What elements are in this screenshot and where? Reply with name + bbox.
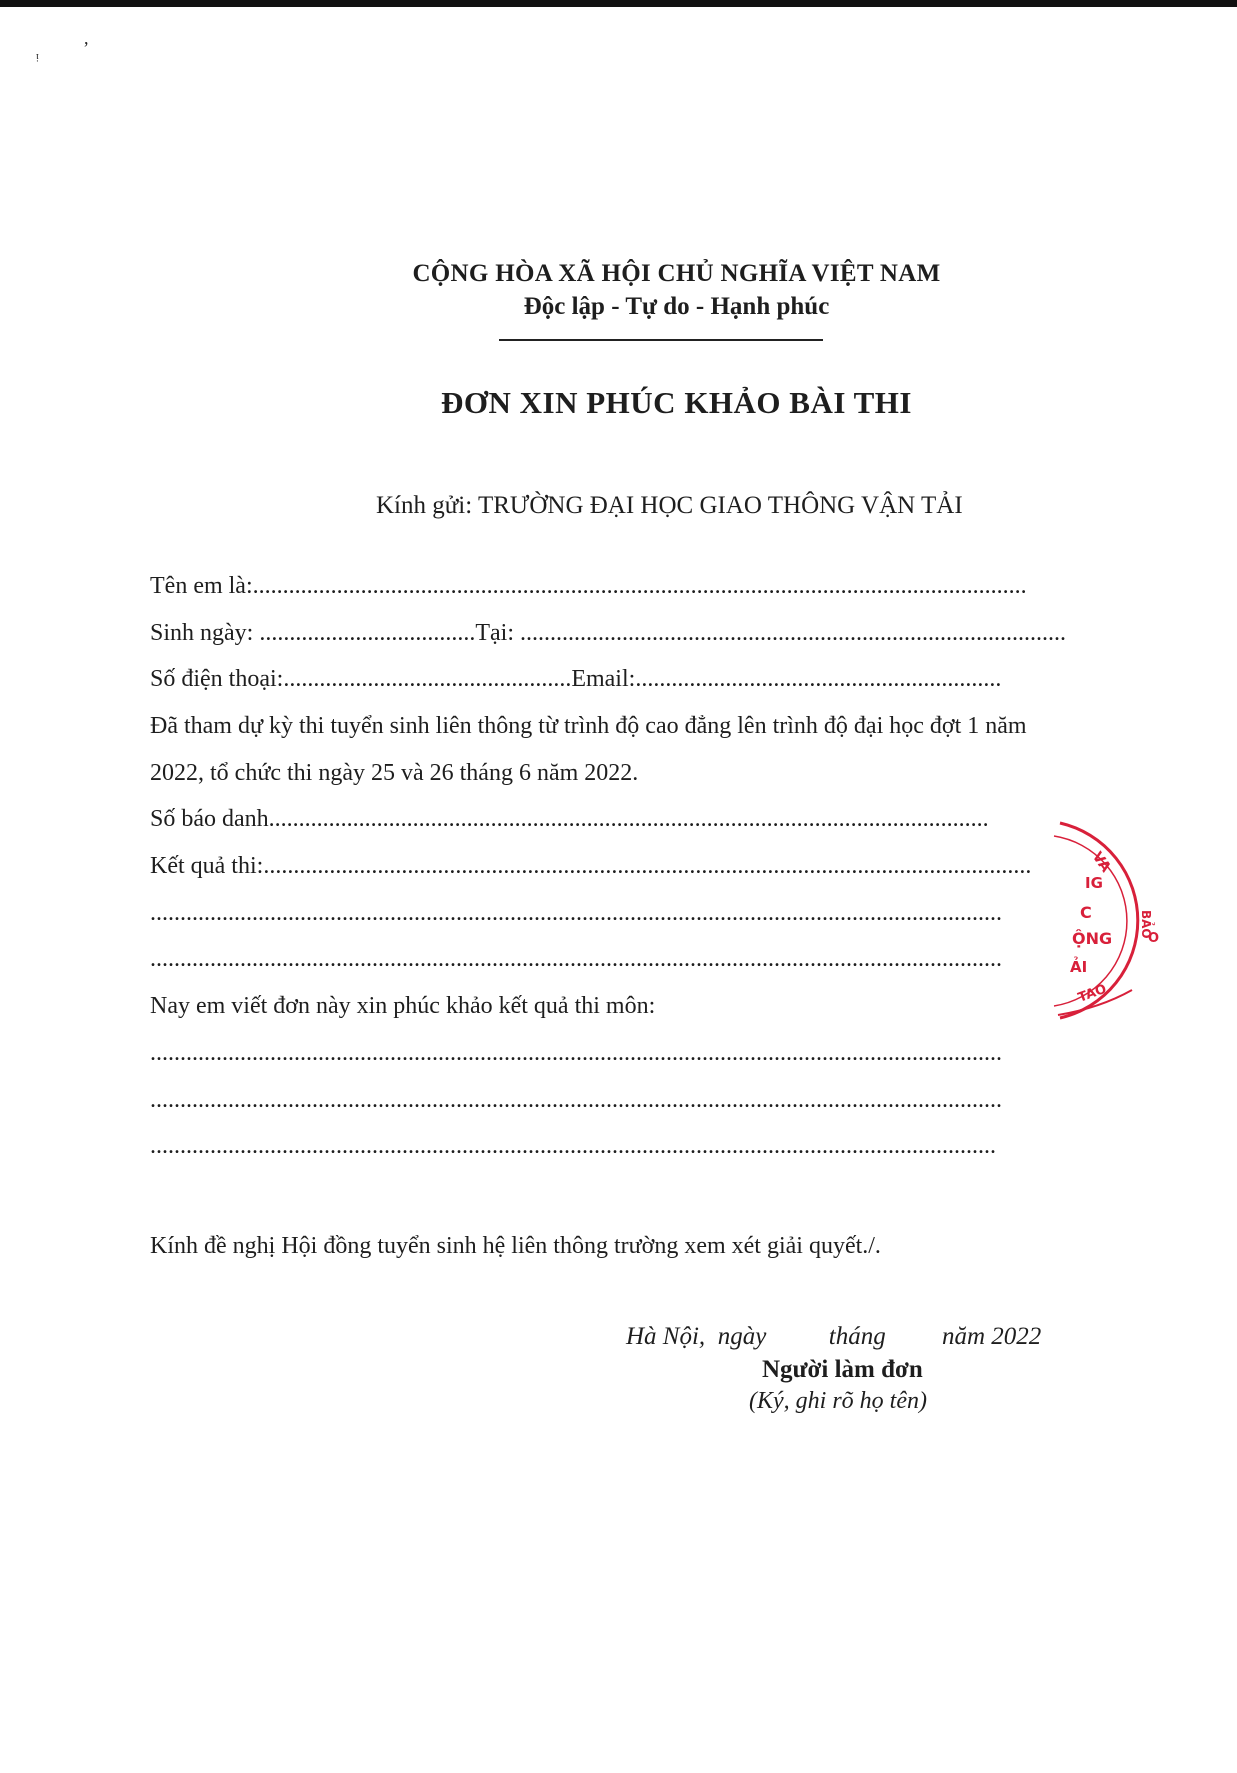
subject-blank-line: [150, 1040, 1150, 1067]
fill-dots: .............................................................................................................................................: [150, 1133, 996, 1159]
signer-title: Người làm đơn: [762, 1356, 923, 1383]
motto-heading: Độc lập - Tự do - Hạnh phúc: [523, 293, 830, 320]
date-day: ngày: [717, 1323, 767, 1350]
date-month: tháng: [828, 1323, 886, 1350]
contact-field: [150, 666, 1150, 693]
name-field: [150, 573, 1150, 600]
name-label: Tên em là:: [150, 573, 253, 599]
dob-label: Sinh ngày:: [150, 620, 254, 646]
subject-blank-line: [150, 1133, 1150, 1160]
fill-dots: .............................................................: [635, 666, 1002, 692]
recipient-line: Kính gửi: TRƯỜNG ĐẠI HỌC GIAO THÔNG VẬN TẢI: [376, 492, 963, 519]
scan-border: [0, 0, 1237, 7]
closing-sentence: Kính đề nghị Hội đồng tuyển sinh hệ liên thông trường xem xét giải quyết./.: [150, 1233, 881, 1259]
result-label: Kết quả thi:: [150, 853, 264, 879]
exam-sentence-line-2: 2022, tổ chức thi ngày 25 và 26 tháng 6 năm 2022.: [150, 760, 639, 786]
dob-field: [150, 620, 1150, 647]
svg-text:IG: IG: [1085, 874, 1103, 892]
candidate-number-field: [150, 806, 1150, 833]
fill-dots: ................................................................................................................................: [263, 853, 1032, 879]
place-label: Tại:: [475, 620, 514, 646]
date-place: Hà Nội,: [626, 1323, 706, 1350]
request-sentence: Nay em viết đơn này xin phúc khảo kết quả thi môn:: [150, 993, 656, 1019]
document-title: ĐƠN XIN PHÚC KHẢO BÀI THI: [441, 385, 912, 420]
phone-label: Số điện thoại:: [150, 666, 284, 692]
svg-text:C: C: [1080, 903, 1092, 922]
fill-dots: ..............................................................................................................................................: [150, 1087, 1002, 1113]
result-field: [150, 853, 1150, 880]
svg-text:BẢO: BẢO: [1139, 910, 1153, 939]
fill-dots: ....................................: [259, 620, 476, 646]
fill-dots: ..............................................................................................................................................: [150, 1040, 1002, 1066]
signature-note: (Ký, ghi rõ họ tên): [749, 1388, 927, 1414]
heading-divider: [499, 339, 823, 341]
result-blank-line: [150, 946, 1150, 973]
date-year: năm 2022: [942, 1323, 1042, 1350]
fill-dots: .................................................................................................................................: [252, 573, 1027, 599]
scan-speck: ,: [84, 28, 89, 48]
subject-blank-line: [150, 1087, 1150, 1114]
scan-speck: ᵎ: [36, 48, 39, 68]
date-line: [626, 1323, 1041, 1351]
email-label: Email:: [571, 666, 636, 692]
nation-heading: CỘNG HÒA XÃ HỘI CHỦ NGHĨA VIỆT NAM: [412, 260, 941, 287]
svg-text:O: O: [1148, 931, 1160, 946]
svg-text:ỘNG: ỘNG: [1072, 929, 1113, 948]
result-blank-line: [150, 900, 1150, 927]
fill-dots: ..............................................................................................................................................: [150, 900, 1002, 926]
svg-text:TAO: TAO: [1076, 981, 1109, 1006]
fill-dots: ................................................: [283, 666, 572, 692]
fill-dots: ........................................................................................................................: [268, 806, 989, 832]
svg-text:ẢI: ẢI: [1070, 958, 1088, 976]
fill-dots: ..............................................................................................................................................: [150, 946, 1002, 972]
red-seal-stamp: [1040, 818, 1170, 1028]
exam-sentence-line-1: Đã tham dự kỳ thi tuyển sinh liên thông từ trình độ cao đẳng lên trình độ đại học đợt 1 năm: [150, 713, 1027, 739]
candidate-number-label: Số báo danh: [150, 806, 269, 832]
fill-dots: ...........................................................................................: [520, 620, 1066, 646]
svg-text:VA: VA: [1088, 849, 1114, 876]
